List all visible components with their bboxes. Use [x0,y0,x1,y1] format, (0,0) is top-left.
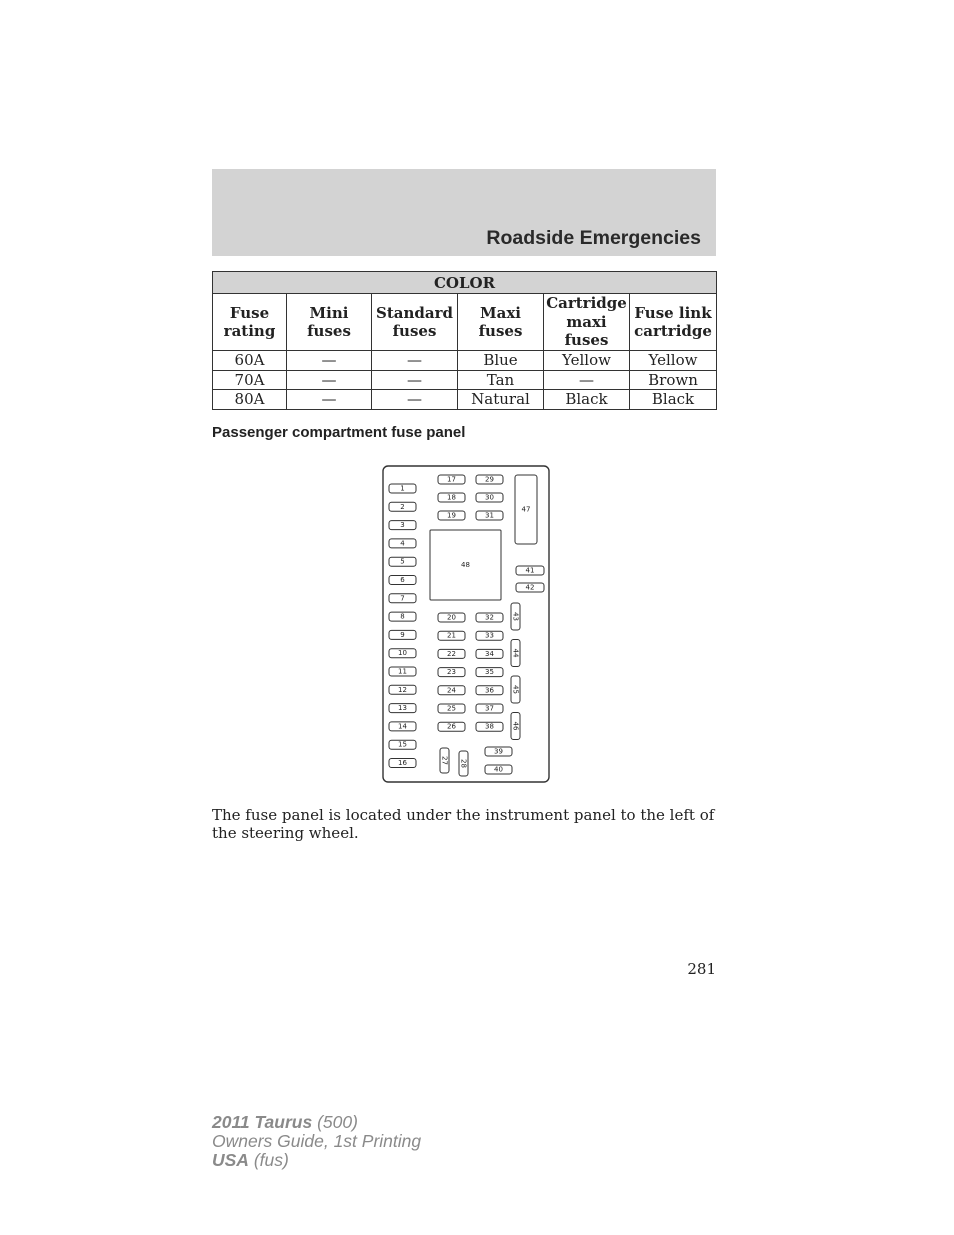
fuse-42 [516,583,544,592]
fuse-40 [485,765,512,774]
fuse-16 [389,759,416,768]
fuse-43 [511,603,520,630]
column-header: Maxi fuses [458,294,544,351]
fuse-30 [476,493,503,502]
fuse-label: 27 [440,756,449,765]
fuse-label: 41 [525,566,535,575]
page-number: 281 [687,960,716,978]
fuse-47 [515,475,537,544]
fuse-7 [389,594,416,603]
fuse-label: 40 [494,765,503,774]
fuse-6 [389,576,416,585]
fuse-label: 14 [398,722,407,731]
fuse-36 [476,686,503,695]
table-cell: — [287,390,372,410]
fuse-label: 47 [521,505,531,514]
column-header: Fuse rating [213,294,287,351]
fuse-panel-diagram [382,465,550,783]
table-row [213,390,717,410]
fuse-1 [389,484,416,493]
fuse-label: 9 [400,630,405,639]
section-heading: Passenger compartment fuse panel [212,424,466,441]
table-row [213,370,717,390]
table-cell: Brown [630,370,717,390]
table-cell: Yellow [544,351,630,371]
table-cell: — [372,351,458,371]
chapter-title: Roadside Emergencies [486,227,701,249]
fuse-21 [438,631,465,640]
fuse-18 [438,493,465,502]
fuse-5 [389,557,416,566]
column-header: Mini fuses [287,294,372,351]
column-header: Standard fuses [372,294,458,351]
fuse-4 [389,539,416,548]
table-cell: Black [630,390,717,410]
fuse-label: 1 [400,484,405,493]
fuse-label: 2 [400,502,405,511]
fuse-label: 20 [447,613,456,622]
table-cell: Natural [458,390,544,410]
table-cell: 70A [213,370,287,390]
fuse-label: 39 [494,747,503,756]
table-cell: — [372,390,458,410]
fuse-label: 12 [398,685,407,694]
table-cell: — [544,370,630,390]
fuse-label: 4 [400,539,405,548]
footer-model: 2011 Taurus [212,1112,313,1132]
fuse-28 [459,751,468,776]
table-cell: — [372,370,458,390]
fuse-label: 32 [485,613,494,622]
fuse-label: 29 [485,475,494,484]
fuse-color-table [212,271,717,410]
fuse-label: 17 [447,475,456,484]
table-cell: Yellow [630,351,717,371]
fuse-label: 13 [398,704,407,713]
fuse-label: 5 [400,557,405,566]
fuse-23 [438,668,465,677]
fuse-8 [389,612,416,621]
fuse-label: 42 [525,583,535,592]
body-paragraph: The fuse panel is located under the instrument panel to the left of the steering wheel. [212,806,715,842]
table-cell: — [287,351,372,371]
fuse-label: 22 [447,649,456,658]
fuse-label: 43 [511,612,520,621]
fuse-label: 16 [398,759,407,767]
fuse-label: 46 [511,721,520,731]
fuse-label: 10 [398,649,407,658]
fuse-10 [389,649,416,658]
fuse-34 [476,649,503,658]
fuse-35 [476,668,503,677]
fuse-3 [389,521,416,530]
footer-region-code: (fus) [248,1150,289,1170]
fuse-label: 36 [485,686,494,695]
fuse-14 [389,722,416,731]
fuse-label: 23 [447,668,456,677]
table-group-header: COLOR [213,272,717,294]
fuse-label: 33 [485,631,494,640]
table-cell: — [287,370,372,390]
fuse-label: 38 [485,722,494,731]
fuse-label: 35 [485,668,494,677]
table-cell: 60A [213,351,287,371]
footer-line: Owners Guide, 1st Printing [212,1131,422,1151]
fuse-label: 8 [400,612,405,621]
fuse-label: 34 [485,649,494,658]
footer-region: USA [212,1150,249,1170]
fuse-12 [389,685,416,694]
document-footer [212,1113,421,1170]
fuse-label: 44 [511,648,520,658]
fuse-9 [389,630,416,639]
fuse-label: 15 [398,740,407,749]
fuse-label: 24 [447,686,456,695]
fuse-39 [485,747,512,756]
fuse-label: 6 [400,576,405,584]
fuse-32 [476,613,503,622]
footer-model-code: (500) [312,1112,358,1132]
fuse-label: 7 [400,594,405,603]
fuse-17 [438,475,465,484]
fuse-label: 25 [447,704,456,713]
fuse-label: 45 [511,685,520,694]
table-cell: Blue [458,351,544,371]
fuse-13 [389,704,416,713]
fuse-2 [389,502,416,511]
fuse-38 [476,722,503,731]
fuse-25 [438,704,465,713]
fuse-44 [511,640,520,667]
fuse-label: 19 [447,511,456,520]
fuse-label: 28 [459,759,468,768]
fuse-label: 26 [447,722,456,731]
footer-line [212,1151,421,1170]
fuse-24 [438,686,465,695]
fuse-label: 11 [398,667,407,676]
fuse-label: 48 [461,561,470,569]
fuse-31 [476,511,503,520]
fuse-19 [438,511,465,520]
table-cell: Black [544,390,630,410]
fuse-label: 37 [485,704,494,713]
fuse-48 [430,530,501,600]
fuse-37 [476,704,503,713]
fuse-27 [440,748,449,773]
fuse-20 [438,613,465,622]
fuse-29 [476,475,503,484]
fuse-11 [389,667,416,676]
column-header: Cartridge maxi fuses [544,294,630,351]
fuse-41 [516,566,544,575]
chapter-header [212,169,716,256]
fuse-label: 3 [400,521,405,530]
fuse-label: 30 [485,493,494,502]
column-header: Fuse link cartridge [630,294,717,351]
fuse-15 [389,740,416,749]
fuse-label: 21 [447,631,456,640]
fuse-label: 31 [485,511,494,520]
table-cell: 80A [213,390,287,410]
footer-line [212,1113,421,1132]
fuse-26 [438,722,465,731]
fuse-45 [511,676,520,703]
table-cell: Tan [458,370,544,390]
fuse-46 [511,713,520,740]
fuse-33 [476,631,503,640]
fuse-22 [438,649,465,658]
table-row [213,351,717,371]
fuse-label: 18 [447,493,456,502]
